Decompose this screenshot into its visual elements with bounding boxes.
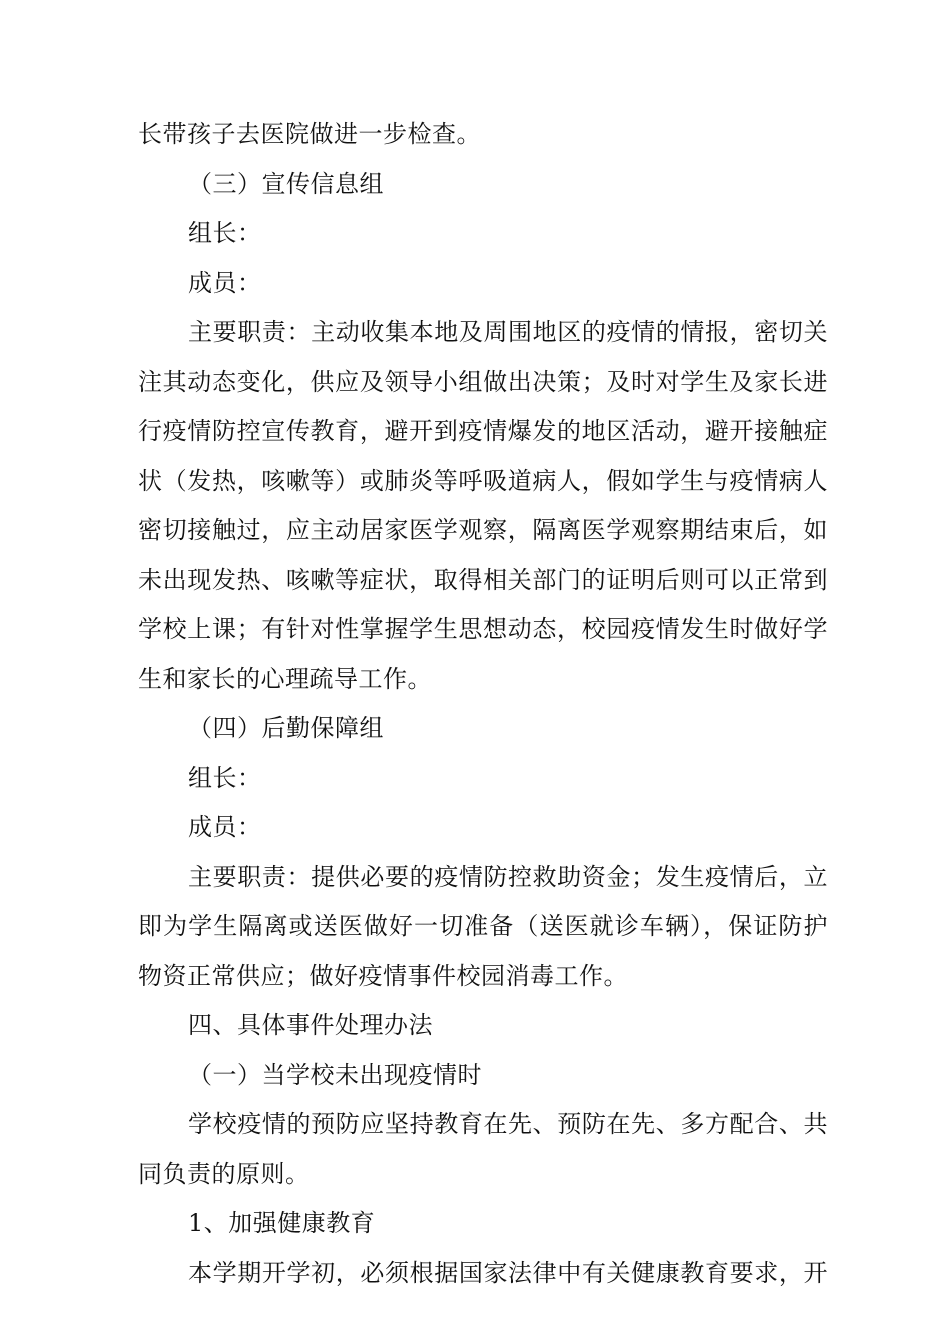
text-line: 主要职责：主动收集本地及周围地区的疫情的情报，密切关	[188, 318, 828, 346]
text-line: 密切接触过，应主动居家医学观察，隔离医学观察期结束后，如	[138, 516, 828, 544]
document-body	[138, 110, 828, 1298]
text-line: 同负责的原则。	[138, 1159, 310, 1188]
text-line: 长带孩子去医院做进一步检查。	[138, 120, 481, 148]
section-heading: 四、具体事件处理办法	[188, 1011, 433, 1039]
text-line: 学校疫情的预防应坚持教育在先、预防在先、多方配合、共	[188, 1110, 828, 1138]
text-line: 未出现发热、咳嗽等症状，取得相关部门的证明后则可以正常到	[138, 565, 828, 594]
text-line: 本学期开学初，必须根据国家法律中有关健康教育要求，开	[188, 1258, 828, 1287]
group-leader-label: 组长：	[188, 763, 262, 792]
text-line: 学校上课；有针对性掌握学生思想动态，校园疫情发生时做好学	[138, 615, 828, 643]
text-line: 行疫情防控宣传教育，避开到疫情爆发的地区活动，避开接触症	[138, 417, 828, 445]
text-line: 主要职责：提供必要的疫情防控救助资金；发生疫情后，立	[188, 862, 828, 891]
subsection-heading: （一）当学校未出现疫情时	[188, 1060, 482, 1089]
text-line: 物资正常供应；做好疫情事件校园消毒工作。	[138, 961, 628, 990]
text-line: 生和家长的心理疏导工作。	[138, 664, 432, 693]
group-leader-label: 组长：	[188, 219, 262, 247]
text-line: 即为学生隔离或送医做好一切准备（送医就诊车辆），保证防护	[138, 912, 828, 940]
section-heading: （四）后勤保障组	[188, 714, 384, 742]
text-line: 注其动态变化，供应及领导小组做出决策；及时对学生及家长进	[138, 367, 828, 396]
group-members-label: 成员：	[188, 268, 262, 297]
group-members-label: 成员：	[188, 813, 262, 841]
section-heading: （三）宣传信息组	[188, 169, 384, 198]
text-line: 状（发热，咳嗽等）或肺炎等呼吸道病人，假如学生与疫情病人	[138, 466, 828, 495]
item-heading: 1、加强健康教育	[188, 1209, 376, 1237]
